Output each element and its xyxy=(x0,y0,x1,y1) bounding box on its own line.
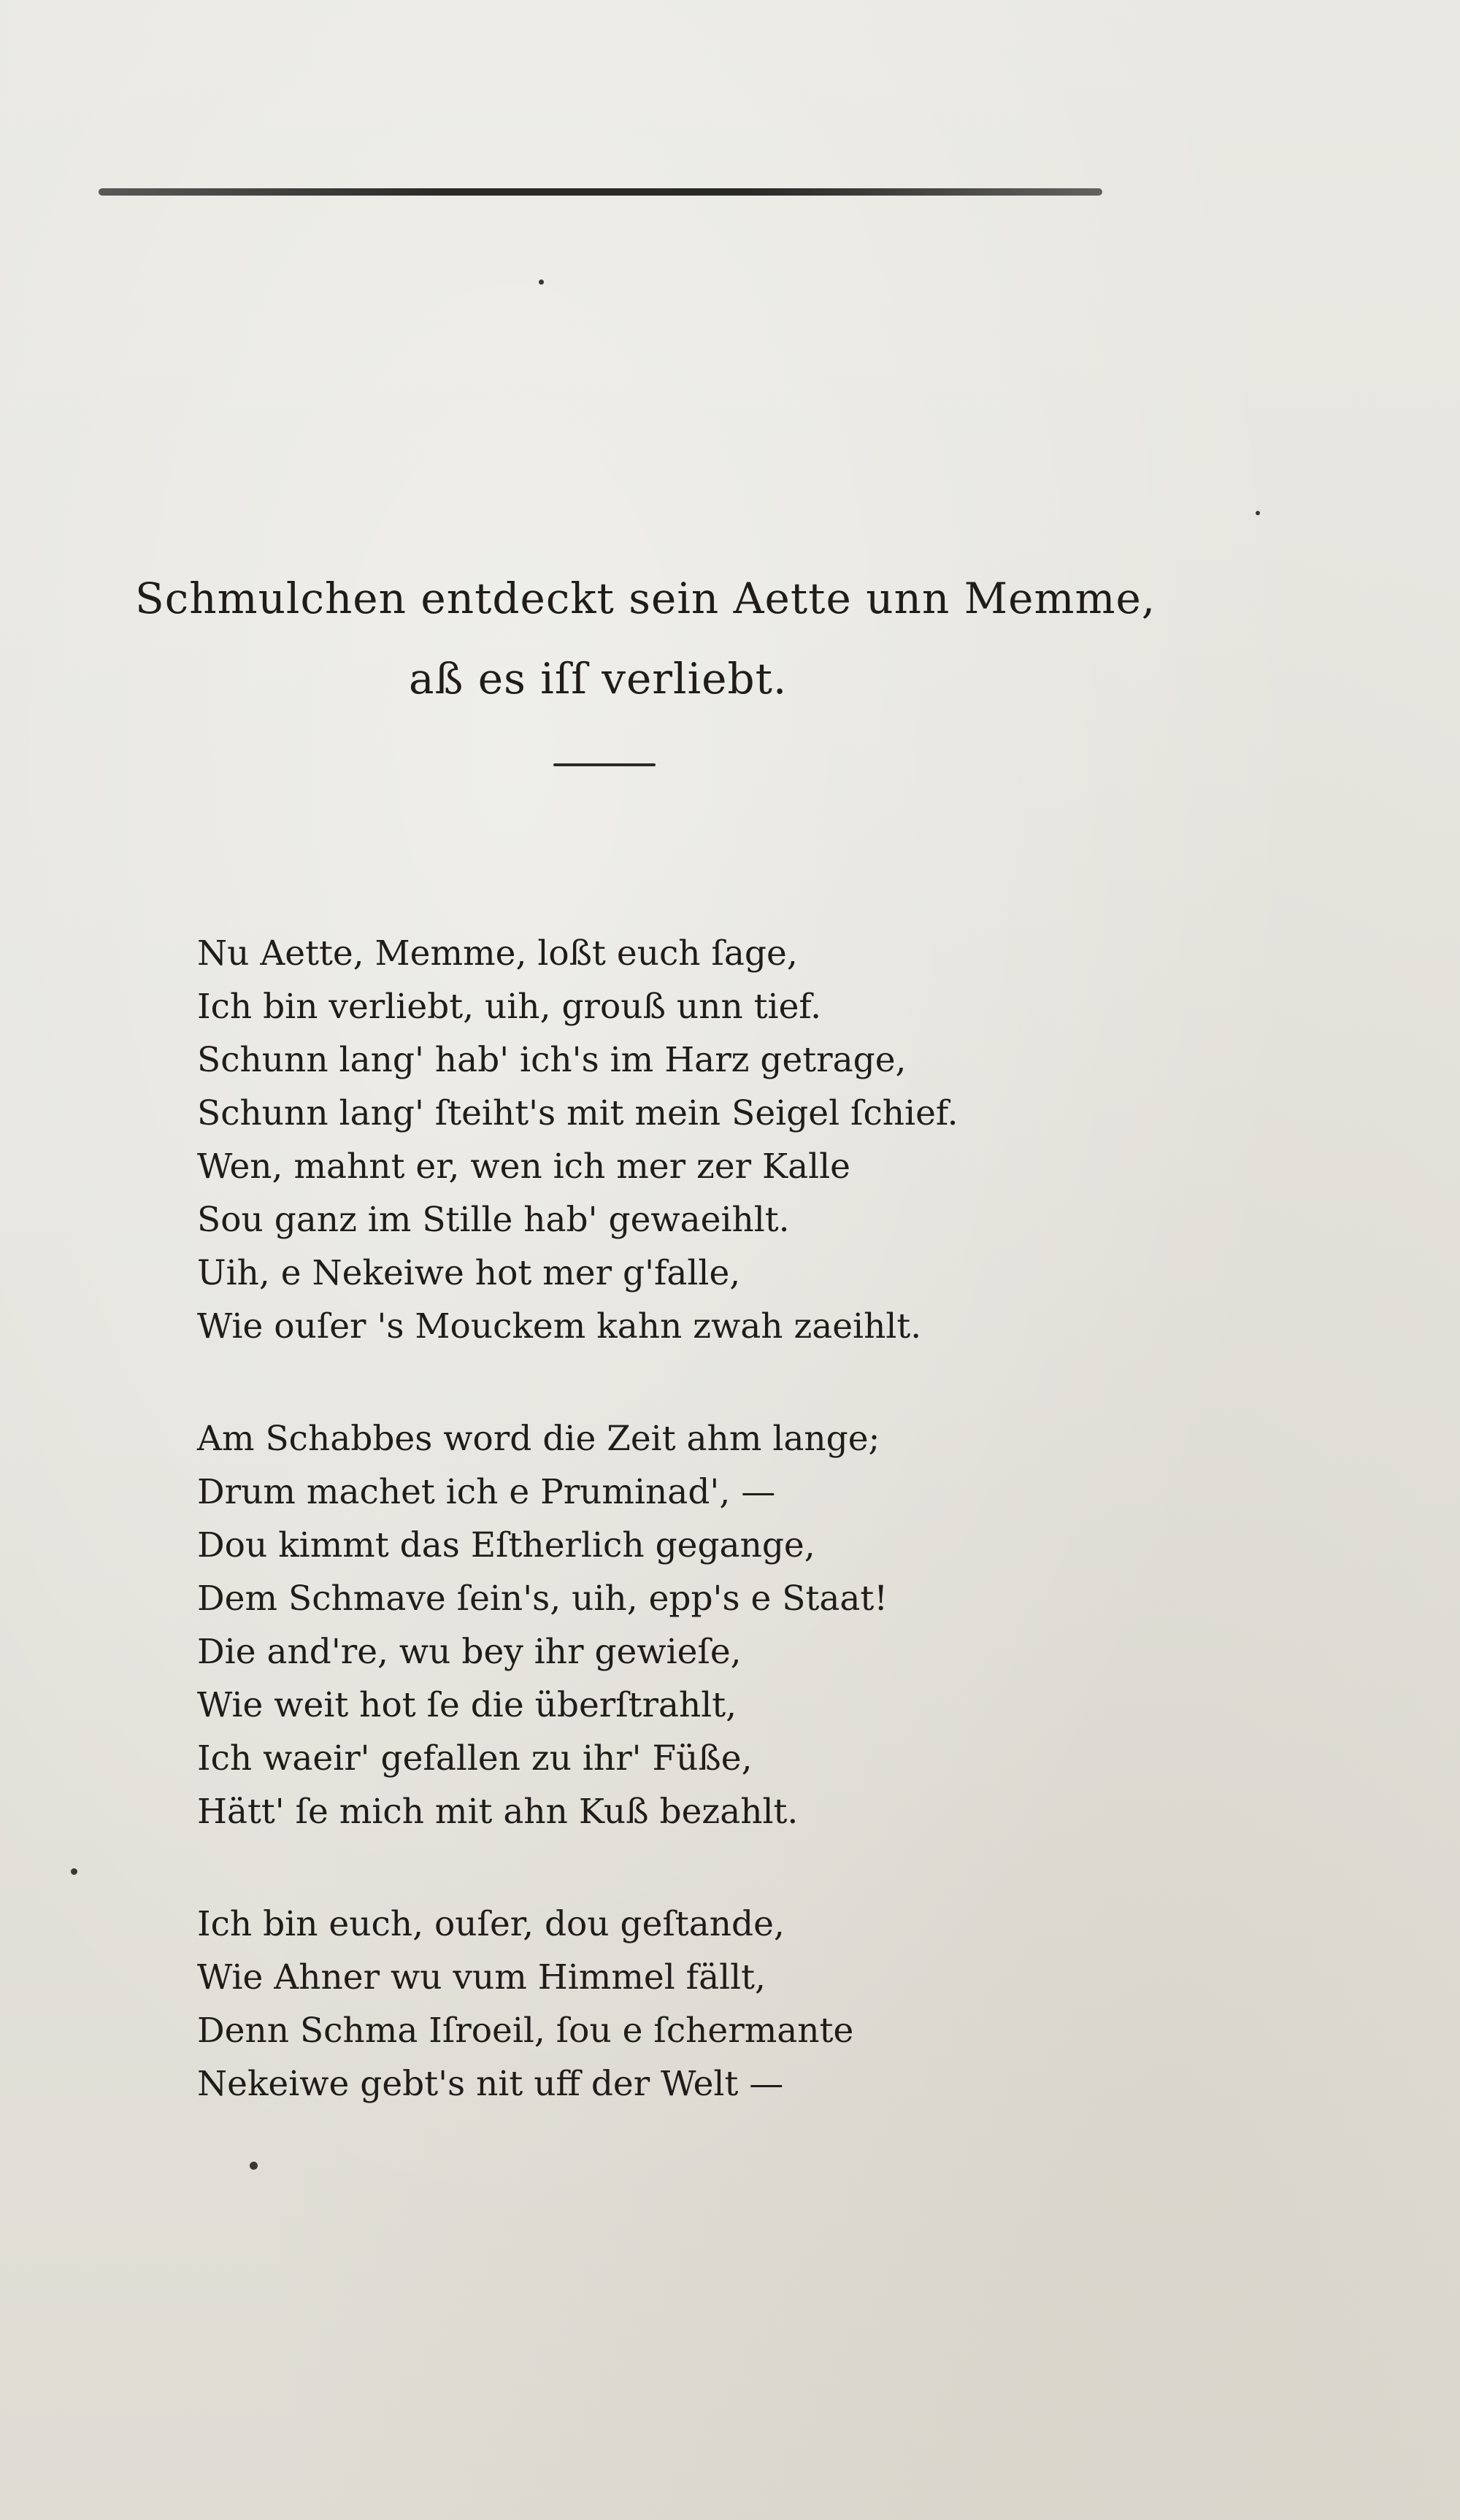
verse-line: Schunn lang' hab' ich's im Harz getrage, xyxy=(197,1040,907,1080)
verse-line: Wen, mahnt er, wen ich mer zer Kalle xyxy=(197,1147,850,1187)
title-divider xyxy=(553,763,656,766)
poem-title-line-1: Schmulchen entdeckt sein Aette unn Memme, xyxy=(135,574,1156,623)
stanza-3 xyxy=(197,1897,1073,2111)
verse-line: Hätt' ſe mich mit ahn Kuß bezahlt. xyxy=(197,1792,799,1832)
verse-line: Dem Schmave ſein's, uih, epp's e Staat! xyxy=(197,1579,888,1619)
verse-line: Uih, e Nekeiwe hot mer g'falle, xyxy=(197,1253,741,1293)
top-rule xyxy=(99,188,1102,196)
verse-line: Am Schabbes word die Zeit ahm lange; xyxy=(197,1419,880,1459)
stanza-1 xyxy=(197,927,1073,1353)
verse-line: Schunn lang' ſteiht's mit mein Seigel ſchief. xyxy=(197,1093,958,1133)
paper-speck xyxy=(71,1868,77,1875)
verse-line: Ich waeir' gefallen zu ihr' Füße, xyxy=(197,1738,753,1779)
verse-line: Die and're, wu bey ihr gewieſe, xyxy=(197,1632,742,1672)
verse-line: Nekeiwe gebt's nit uff der Welt — xyxy=(197,2064,784,2104)
stanza-2 xyxy=(197,1412,1073,1838)
verse-line: Ich bin euch, ouſer, dou geſtande, xyxy=(197,1904,785,1944)
paper-speck xyxy=(1256,511,1260,515)
verse-line: Wie ouſer 's Mouckem kahn zwah zaeihlt. xyxy=(197,1306,922,1346)
verse-line: Dou kimmt das Eſtherlich gegange, xyxy=(197,1525,815,1565)
verse-line: Drum machet ich e Pruminad', — xyxy=(197,1472,776,1512)
verse-line: Sou ganz im Stille hab' gewaeihlt. xyxy=(197,1200,790,1240)
verse-line: Wie weit hot ſe die überſtrahlt, xyxy=(197,1685,737,1725)
poem-title-line-2: aß es iſſ verliebt. xyxy=(409,654,788,704)
paper-speck xyxy=(539,280,544,285)
verse-line: Denn Schma Iſroeil, ſou e ſchermante xyxy=(197,2011,854,2051)
verse-line: Nu Aette, Memme, loßt euch ſage, xyxy=(197,933,798,974)
verse-line: Wie Ahner wu vum Himmel fällt, xyxy=(197,1957,766,1997)
verse-line: Ich bin verliebt, uih, grouß unn tief. xyxy=(197,987,822,1027)
paper-speck xyxy=(250,2162,258,2170)
